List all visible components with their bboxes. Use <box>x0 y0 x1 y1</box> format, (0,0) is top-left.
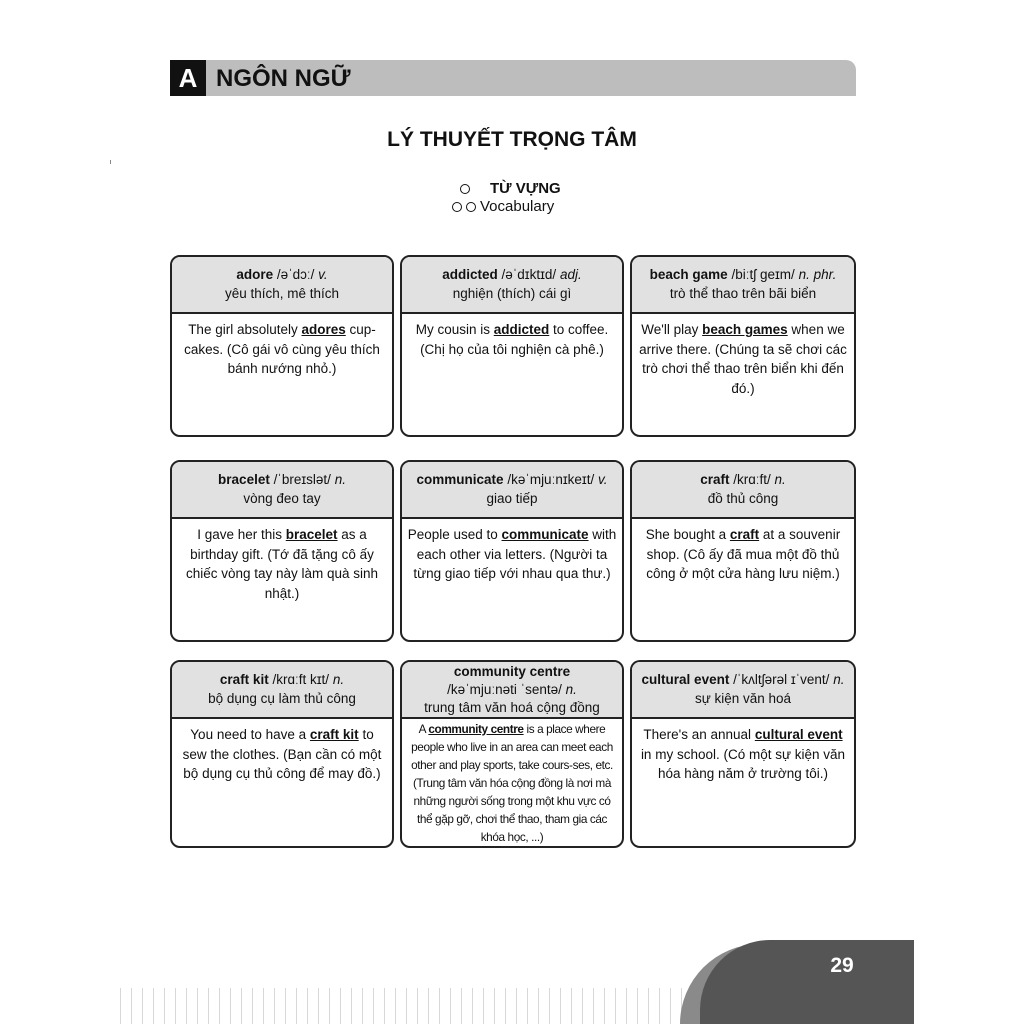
vocab-card <box>170 660 394 848</box>
example-text: in my school. (Có một sự kiện văn hóa hàng năm ở trường tôi.) <box>640 746 846 781</box>
example-text: We'll play <box>641 322 703 337</box>
card-pos: n. <box>565 682 577 697</box>
example-text: You need to have a <box>190 727 310 742</box>
section-title: NGÔN NGỮ <box>216 65 351 92</box>
example-text: to sew the clothes. (Bạn cần có một bộ dụng cụ thủ công để may đồ.) <box>182 727 382 781</box>
card-pos: n. phr. <box>798 267 837 282</box>
card-term-line <box>632 265 854 284</box>
vocab-card <box>630 660 856 848</box>
example-keyword: bracelet <box>285 527 338 542</box>
card-word: community centre <box>453 664 571 679</box>
card-example <box>402 719 622 846</box>
card-example <box>172 719 392 784</box>
card-example <box>172 314 392 379</box>
example-keyword: beach games <box>702 322 788 337</box>
card-meaning: đồ thủ công <box>707 491 779 506</box>
card-pos: v. <box>318 267 328 282</box>
card-word: cultural event <box>641 672 730 687</box>
card-header <box>632 462 854 519</box>
card-pos: adj. <box>559 267 582 282</box>
card-meaning: vòng đeo tay <box>243 491 321 506</box>
example-text: at a souvenir shop. (Cô ấy đã mua một đồ thủ công ở một cửa hàng lưu niệm.) <box>646 527 841 581</box>
card-word: communicate <box>416 472 504 487</box>
card-pos: n. <box>334 472 346 487</box>
card-word: addicted <box>442 267 498 282</box>
card-word: beach game <box>649 267 728 282</box>
card-header <box>402 662 622 719</box>
vocab-card <box>630 255 856 437</box>
example-keyword: craft kit <box>309 727 359 742</box>
bullet-circle-icon <box>452 202 462 212</box>
margin-tick <box>110 160 111 164</box>
card-term-line <box>402 470 622 489</box>
vocab-card <box>400 660 624 848</box>
example-text: I gave her this <box>197 527 286 542</box>
example-text: cup-cakes. (Cô gái vô cùng yêu thích bánh nướng nhỏ.) <box>184 322 380 376</box>
card-header <box>632 257 854 314</box>
example-text: A <box>418 722 429 736</box>
card-meaning: bộ dụng cụ làm thủ công <box>208 691 356 706</box>
card-term-line <box>402 265 622 284</box>
example-text: as a birthday gift. (Tớ đã tặng cô ấy chiếc vòng tay này làm quà sinh nhật.) <box>185 527 379 601</box>
card-phonetic: /krɑːft kɪt/ <box>272 672 330 687</box>
card-pos: n. <box>774 472 786 487</box>
example-keyword: adores <box>301 322 346 337</box>
card-header <box>172 662 392 719</box>
card-word: bracelet <box>218 472 270 487</box>
vocab-card <box>630 460 856 642</box>
example-text: People used to <box>407 527 502 542</box>
card-header <box>172 257 392 314</box>
card-term-line <box>632 470 854 489</box>
card-phonetic: /ˈbreɪslət/ <box>273 472 331 487</box>
bullet-circle-icon <box>460 184 470 194</box>
section-header <box>170 60 856 96</box>
card-term-line <box>172 265 392 284</box>
card-meaning: giao tiếp <box>486 491 538 506</box>
subheading-en <box>452 198 554 215</box>
card-pos: v. <box>597 472 608 487</box>
card-example <box>632 314 854 398</box>
card-example <box>172 519 392 603</box>
card-meaning: yêu thích, mê thích <box>224 286 340 301</box>
vocab-card <box>170 255 394 437</box>
example-text: She bought a <box>645 527 730 542</box>
card-term-line <box>632 670 854 689</box>
card-word: craft kit <box>219 672 269 687</box>
example-text: with each other via letters. (Người ta từng giao tiếp với nhau qua thư.) <box>413 527 617 581</box>
card-word: adore <box>236 267 274 282</box>
card-phonetic: /əˈdɔː/ <box>276 267 315 282</box>
vocab-card <box>170 460 394 642</box>
page-heading: LÝ THUYẾT TRỌNG TÂM <box>387 128 637 151</box>
card-term-line <box>402 681 622 699</box>
card-header <box>402 462 622 519</box>
card-example <box>402 314 622 359</box>
example-text: The girl absolutely <box>188 322 302 337</box>
example-text: when we arrive there. (Chúng ta sẽ chơi các trò chơi thể thao trên biển khi đến đó.) <box>639 322 847 396</box>
section-letter: A <box>170 60 206 96</box>
bullet-circle-icon <box>466 202 476 212</box>
card-meaning: trung tâm văn hoá cộng đồng <box>424 700 600 715</box>
card-meaning: trò thể thao trên bãi biển <box>669 286 817 301</box>
example-text: There's an annual <box>643 727 755 742</box>
example-keyword: cultural event <box>754 727 843 742</box>
card-term-line <box>172 470 392 489</box>
card-header <box>402 257 622 314</box>
card-phonetic: /əˈdɪktɪd/ <box>501 267 557 282</box>
example-keyword: communicate <box>501 527 589 542</box>
example-keyword: craft <box>729 527 760 542</box>
card-header <box>172 462 392 519</box>
card-phonetic: /krɑːft/ <box>733 472 771 487</box>
card-phonetic: /ˈkʌltʃərəl ɪˈvent/ <box>733 672 830 687</box>
card-example <box>632 719 854 784</box>
page-corner-tab <box>700 940 914 1024</box>
card-phonetic: /biːtʃ ɡeɪm/ <box>731 267 795 282</box>
card-phonetic: /kəˈmjuːnəti ˈsentə/ <box>447 682 562 697</box>
subheading-vi <box>452 180 561 197</box>
subheading-en-text: Vocabulary <box>480 198 555 215</box>
example-text: My cousin is <box>415 322 494 337</box>
card-meaning: sự kiện văn hoá <box>694 691 792 706</box>
example-text: is a place where people who live in an area can meet each other and play sports, take cours-ses, etc. (Trung tâm văn hóa cộng đồng là nơi mà những người sống trong một khu vực có thể gặp gỡ, chơi thể thao, tham gia các khóa học, ...) <box>411 722 613 844</box>
vocab-card <box>400 255 624 437</box>
card-term-line <box>172 670 392 689</box>
card-meaning: nghiện (thích) cái gì <box>452 286 572 301</box>
card-example <box>402 519 622 584</box>
card-example <box>632 519 854 584</box>
card-word: craft <box>700 472 730 487</box>
example-keyword: addicted <box>493 322 550 337</box>
card-header <box>632 662 854 719</box>
example-text: to coffee. (Chị họ của tôi nghiện cà phê.) <box>420 322 609 357</box>
card-phonetic: /kəˈmjuːnɪkeɪt/ <box>507 472 595 487</box>
card-pos: n. <box>833 672 845 687</box>
card-pos: n. <box>332 672 345 687</box>
example-keyword: community centre <box>428 722 524 736</box>
page-number: 29 <box>830 954 854 977</box>
vocab-card <box>400 460 624 642</box>
subheading-vi-text: TỪ VỰNG <box>490 180 561 197</box>
